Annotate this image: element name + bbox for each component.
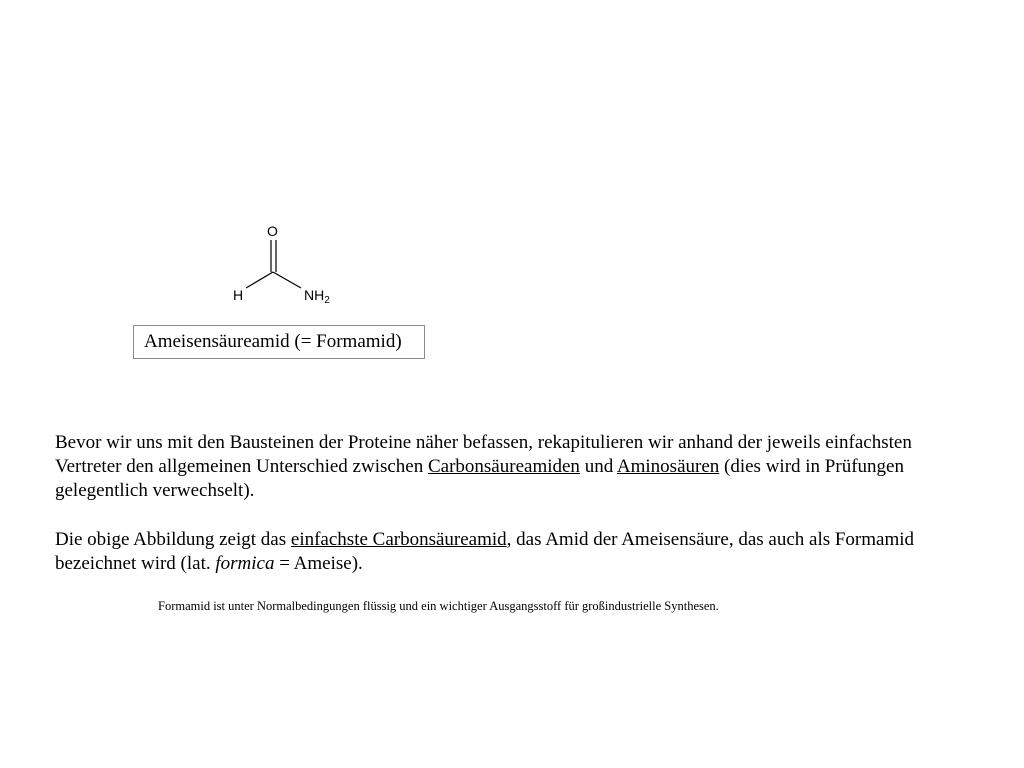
bond-c-h [246,272,273,288]
latin-term: formica [215,553,275,574]
description-paragraph [55,528,975,576]
para2-text-start: Die obige Abbildung zeigt das [55,529,291,550]
footnote-text: Formamid ist unter Normalbedingungen flüssig und ein wichtiger Ausgangsstoff für großindustrielle Synthesen. [158,599,719,613]
link-einfachste-carbonsaeureamid[interactable]: einfachste Carbonsäureamid [290,529,507,550]
para2-text-end: = Ameise). [274,553,363,574]
nh-subscript: 2 [324,295,330,306]
nh-text: NH [304,287,325,303]
para2-text-middle: , das Amid der Ameisensäure, das auch als Formamid bezeichnet wird (lat. [55,529,915,574]
bond-c-n [273,272,301,288]
structure-caption: Ameisensäureamid (= Formamid) [133,325,425,359]
para1-text-end: (dies wird in Prüfungen gelegentlich verwechselt). [55,456,904,501]
link-carbonsaeureamiden[interactable]: Carbonsäureamiden [427,456,580,477]
atom-hydrogen-label: H [233,287,244,303]
intro-paragraph [55,431,975,503]
atom-nitrogen-label [304,287,330,306]
para1-text-start: Bevor wir uns mit den Bausteinen der Proteine näher befassen, rekapitulieren wir anhand der jeweils einfachsten Vertreter den allgemeinen Unterschied zwischen [55,432,912,477]
link-aminosaeuren[interactable]: Aminosäuren [616,456,720,477]
atom-oxygen-label: O [267,223,278,239]
para1-text-between: und [579,456,617,477]
